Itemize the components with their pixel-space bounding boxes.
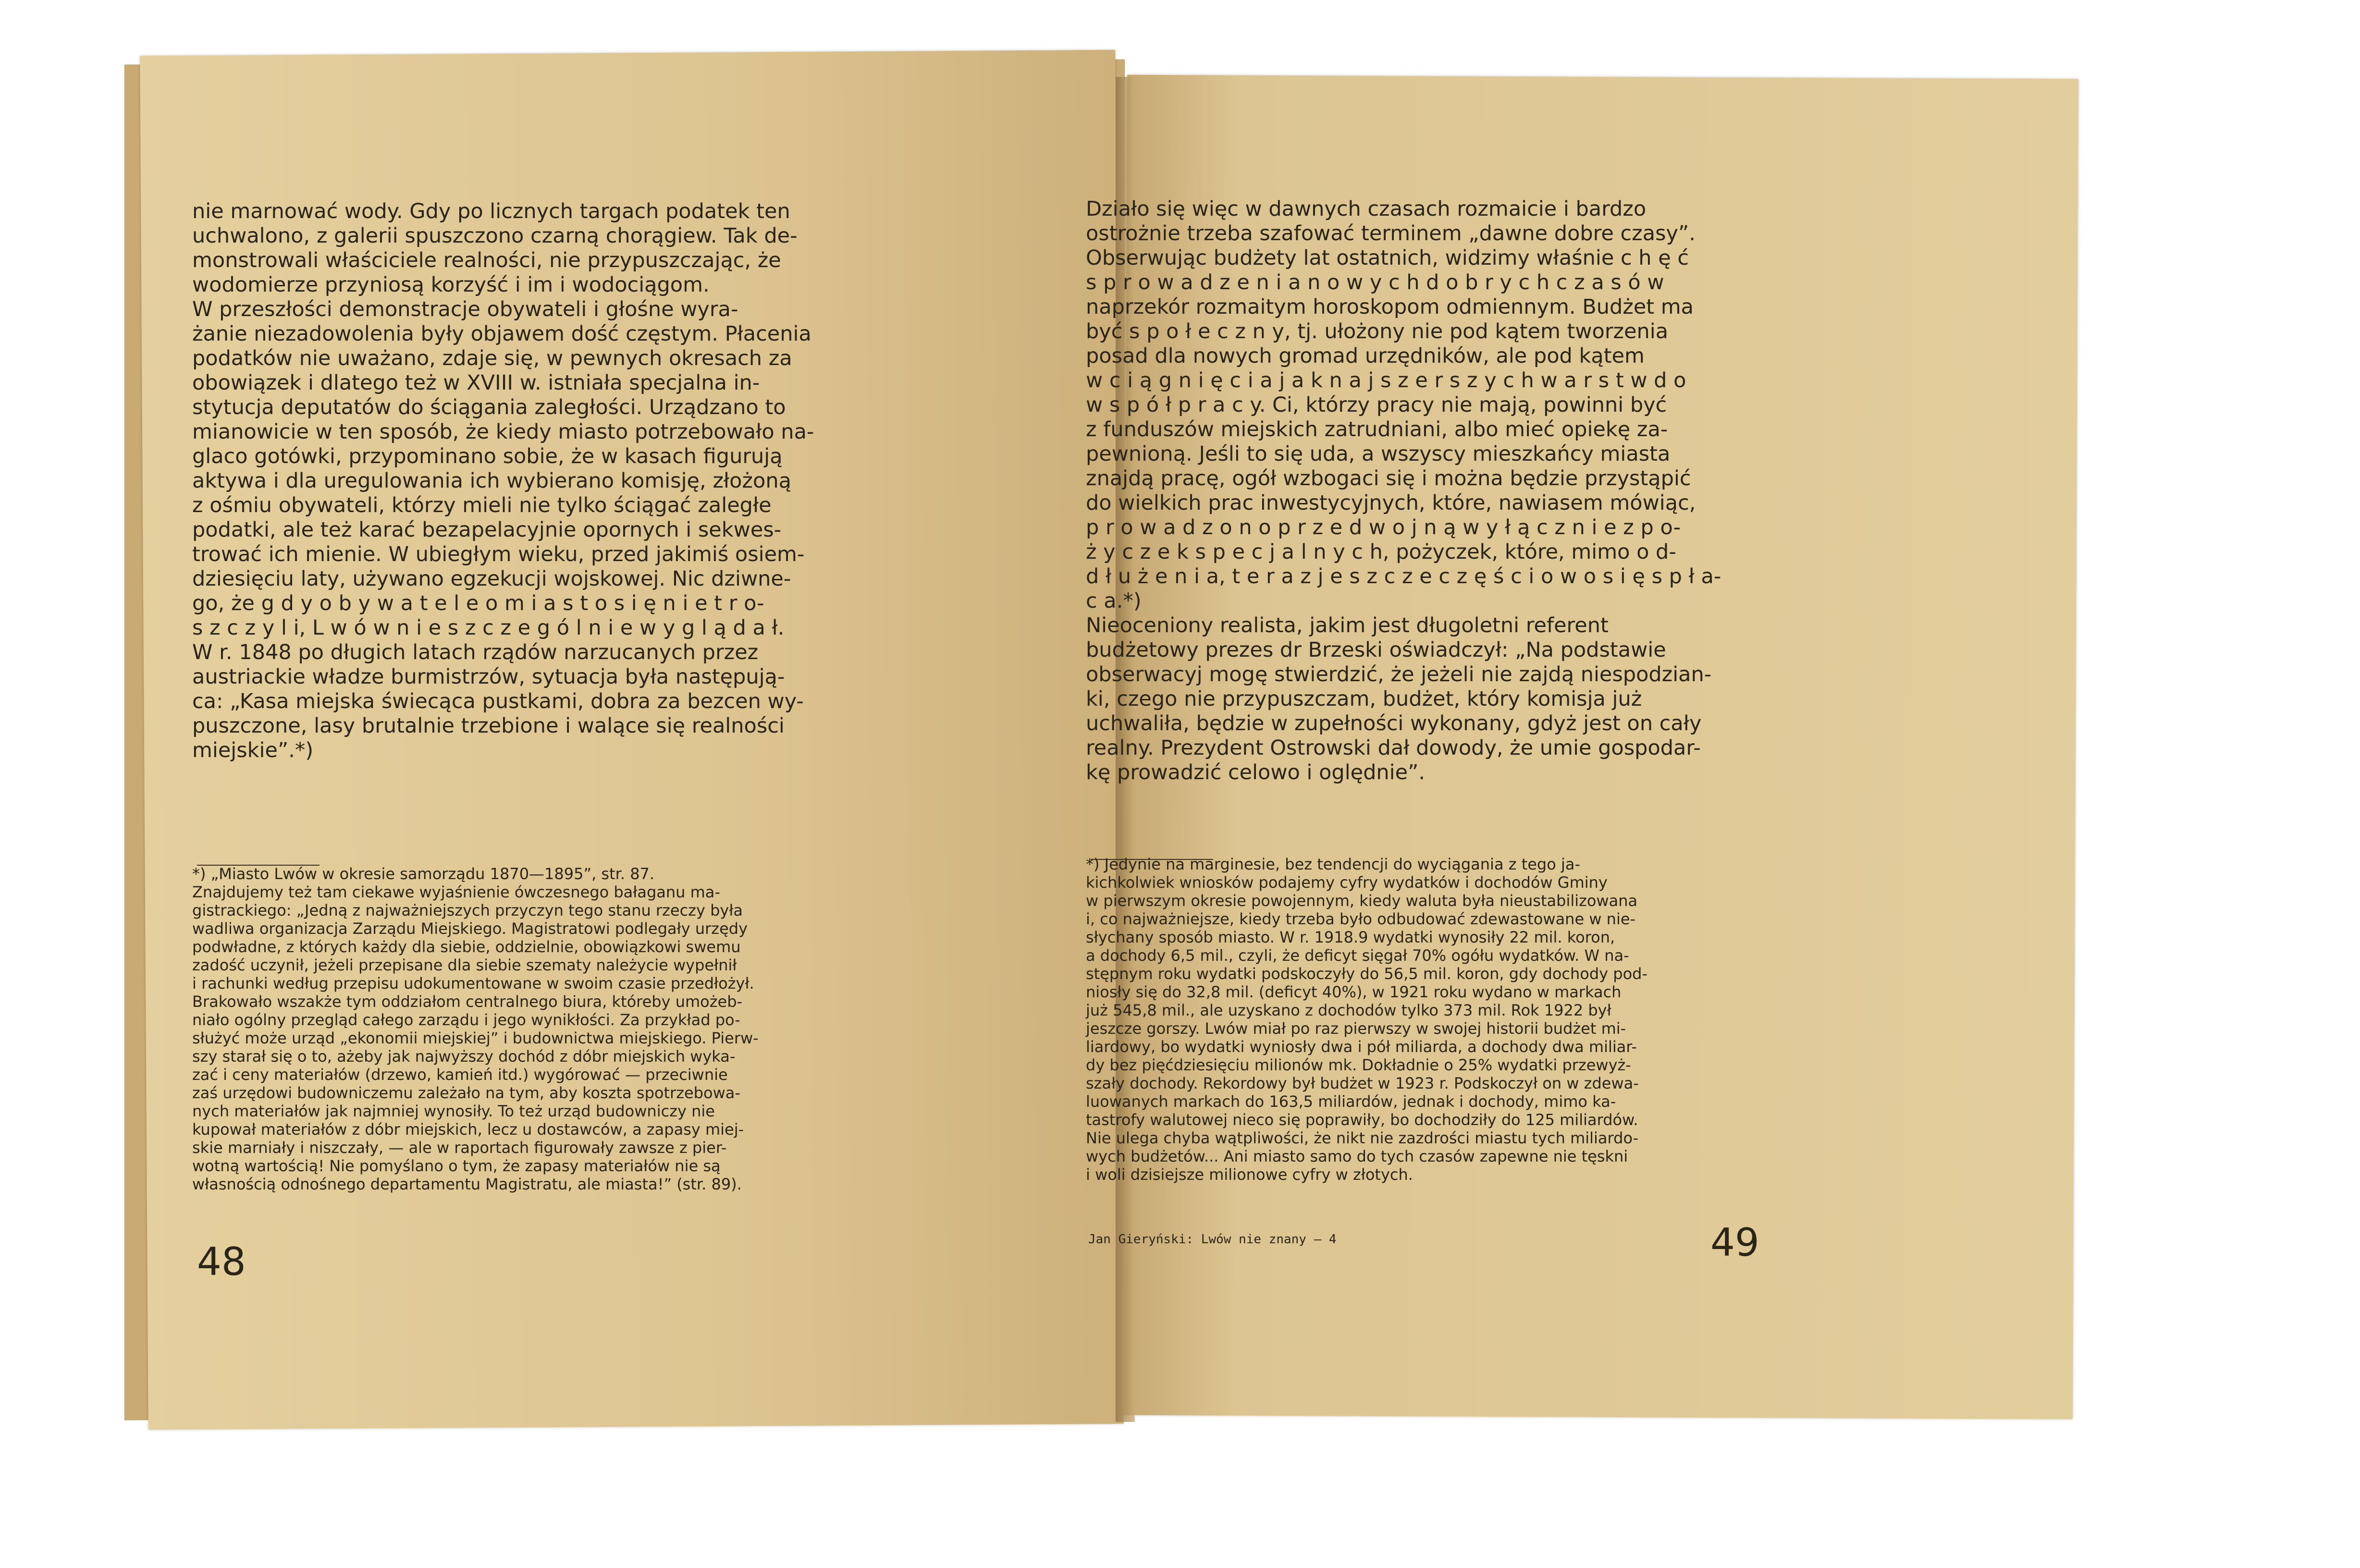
left-page-body-text: nie marnować wody. Gdy po licznych targach podatek ten uchwalono, z galerii spuszczono czarną chorągiew. Tak de- monstrowali właściciele realności, nie przypuszczając, że wodomierze przyniosą korzyść i im i wodociągom. W przeszłości demonstracje obywateli i głośne wyra- żanie niezadowolenia były objawem dość częstym. Płacenia podatków nie uważano, zdaje się, w pewnych okresach za obowiązek i dlatego też w XVIII w. istniała specjalna in- stytucja deputatów do ściągania zaległości. Urządzano to mianowicie w ten sposób, że kiedy miasto potrzebowało na- glaco gotówki, przypominano sobie, że w kasach figurują aktywa i dla uregulowania ich wybierano komisję, złożoną z ośmiu obywateli, którzy mieli nie tylko ściągać zaległe podatki, ale też karać bezapelacyjnie opornych i sekwes- trować ich mienie. W ubiegłym wieku, przed jakimiś osiem- dziesięciu laty, używano egzekucji wojskowej. Nic dziwne- go, że g d y o b y w a t e l e o m i a s t o s i ę n i e t r o- s z c z y l i, L w ó w n i e s z c z e g ó l n i e w y g l ą d a ł. W r. 1848 po długich latach rządów narzucanych przez austriackie władze burmistrzów, sytuacja była następują- ca: „Kasa miejska świecąca pustkami, dobra za bezcen wy- puszczone, lasy brutalnie trzebione i walące się realności miejskie”.*)	[192, 199, 814, 762]
right-page-number: 49	[1710, 1220, 1759, 1265]
right-page-body-text: Działo się więc w dawnych czasach rozmaicie i bardzo ostrożnie trzeba szafować terminem „dawne dobre czasy”. Obserwując budżety lat ostatnich, widzimy właśnie c h ę ć s p r o w a d z e n i a n o w y c h d o b r y c h c z a s ó w naprzekór rozmaitym horoskopom odmiennym. Budżet ma być s p o ł e c z n y, tj. ułożony nie pod kątem tworzenia posad dla nowych gromad urzędników, ale pod kątem w c i ą g n i ę c i a j a k n a j s z e r s z y c h w a r s t w d o w s p ó ł p r a c y. Ci, którzy pracy nie mają, powinni być z funduszów miejskich zatrudniani, albo mieć opiekę za- pewnioną. Jeśli to się uda, a wszyscy mieszkańcy miasta znajdą pracę, ogół wzbogaci się i można będzie przystąpić do wielkich prac inwestycyjnych, które, nawiasem mówiąc, p r o w a d z o n o p r z e d w o j n ą w y ł ą c z n i e z p o- ż y c z e k s p e c j a l n y c h, pożyczek, które, mimo o d- d ł u ż e n i a, t e r a z j e s z c z e c z ę ś c i o w o s i ę s p ł a- c a.*) Nieoceniony realista, jakim jest długoletni referent budżetowy prezes dr Brzeski oświadczył: „Na podstawie obserwacyj mogę stwierdzić, że jeżeli nie zajdą niespodzian- ki, czego nie przypuszczam, budżet, który komisja już uchwaliła, będzie w zupełności wykonany, gdyż jest on cały realny. Prezydent Ostrowski dał dowody, że umie gospodar- kę prowadzić celowo i oględnie”.	[1086, 197, 1721, 784]
left-page-footnote: *) „Miasto Lwów w okresie samorządu 1870—1895”, str. 87. Znajdujemy też tam ciekawe wyjaśnienie ówczesnego bałaganu ma- gistrackiego: „Jedną z najważniejszych przyczyn tego stanu rzeczy była wadliwa organizacja Zarządu Miejskiego. Magistratowi podlegały urzędy podwładne, z których każdy dla siebie, oddzielnie, obowiązkowi swemu zadość uczynił, jeżeli przepisane dla siebie szematy należycie wypełnił i rachunki według przepisu udokumentowane w swoim czasie przedłożył. Brakowało wszakże tym oddziałom centralnego biura, któreby umożeb- niało ogólny przegląd całego zarządu i jego wynikłości. Za przykład po- służyć może urząd „ekonomii miejskiej” i budownictwa miejskiego. Pierw- szy starał się o to, ażeby jak najwyższy dochód z dóbr miejskich wyka- zać i ceny materiałów (drzewo, kamień itd.) wygórować — przeciwnie zaś urzędowi budowniczemu zależało na tym, aby koszta spotrzebowa- nych materiałów jak najmniej wynosiły. To też urząd budowniczy nie kupował materiałów z dóbr miejskich, lecz u dostawców, a zapasy miej- skie marniały i niszczały, — ale w raportach figurowały zawsze z pier- wotną wartością! Nie pomyślano o tym, że zapasy materiałów nie są własnością odnośnego departamentu Magistratu, ale miasta!” (str. 89).	[192, 865, 759, 1193]
left-page-number: 48	[197, 1239, 246, 1284]
right-page-footnote: *) Jedynie na marginesie, bez tendencji do wyciągania z tego ja- kichkolwiek wniosków podajemy cyfry wydatków i dochodów Gminy w pierwszym okresie powojennym, kiedy waluta była nieustabilizowana i, co najważniejsze, kiedy trzeba było odbudować zdewastowane w nie- słychany sposób miasto. W r. 1918.9 wydatki wynosiły 22 mil. koron, a dochody 6,5 mil., czyli, że deficyt sięgał 70% ogółu wydatków. W na- stępnym roku wydatki podskoczyły do 56,5 mil. koron, gdy dochody pod- niosły się do 32,8 mil. (deficyt 40%), w 1921 roku wydano w markach już 545,8 mil., ale uzyskano z dochodów tylko 373 mil. Rok 1922 był jeszcze gorszy. Lwów miał po raz pierwszy w swojej historii budżet mi- liardowy, bo wydatki wyniosły dwa i pół miliarda, a dochody dwa miliar- dy bez pięćdziesięciu milionów mk. Dokładnie o 25% wydatki przewyż- szały dochody. Rekordowy był budżet w 1923 r. Podskoczył on w zdewa- luowanych markach do 163,5 miliardów, jednak i dochody, mimo ka- tastrofy walutowej nieco się poprawiły, bo dochodziły do 125 miliardów. Nie ulega chyba wątpliwości, że nikt nie zazdrości miastu tych miliardo- wych budżetów... Ani miasto samo do tych czasów zapewne nie tęskni i woli dzisiejsze milionowe cyfry w złotych.	[1086, 855, 1648, 1184]
printer-signature-mark: Jan Gieryński: Lwów nie znany — 4	[1088, 1232, 1337, 1247]
